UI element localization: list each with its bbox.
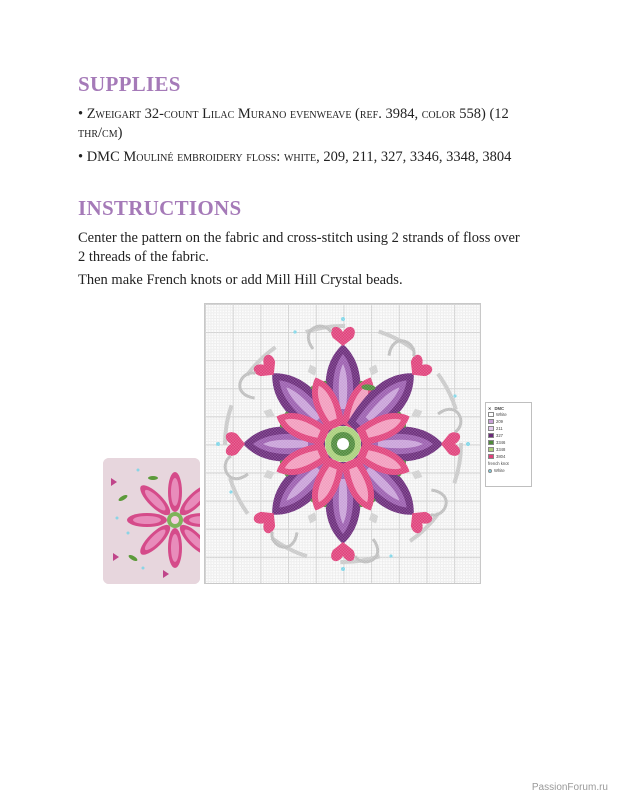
watermark: PassionForum.ru	[531, 782, 608, 793]
supplies-floss-line: • DMC Mouliné embroidery floss: white, 209, 211, 327, 3346, 3348, 3804	[78, 149, 512, 165]
swatch-icon	[488, 447, 494, 452]
bead-icon	[488, 469, 492, 473]
instructions-heading: INSTRUCTIONS	[78, 196, 242, 220]
photo-motif	[103, 458, 200, 584]
legend-row: 211	[488, 425, 529, 432]
legend-header-label: DMC	[494, 405, 505, 411]
legend-row: 3346	[488, 439, 529, 446]
legend-x-icon: ✕	[488, 405, 492, 411]
swatch-icon	[488, 433, 494, 438]
legend-row: White	[488, 411, 529, 418]
supplies-fabric-line: • Zweigart 32-count Lilac Murano evenweave (ref. 3984, color 558) (12	[78, 106, 509, 122]
legend-row: White	[488, 467, 529, 474]
legend-row: 209	[488, 418, 529, 425]
legend-row: 3804	[488, 453, 529, 460]
legend-row: 327	[488, 432, 529, 439]
instructions-paragraph-1b: 2 threads of the fabric.	[78, 249, 209, 265]
supplies-heading: SUPPLIES	[78, 72, 181, 96]
chart-mandala	[205, 304, 481, 584]
legend-row: french knot	[488, 461, 509, 466]
swatch-icon	[488, 454, 494, 459]
finished-embroidery-photo	[103, 458, 200, 584]
swatch-icon	[488, 426, 494, 431]
instructions-paragraph-2: Then make French knots or add Mill Hill Crystal beads.	[78, 272, 403, 288]
cross-stitch-chart	[204, 303, 481, 584]
swatch-icon	[488, 412, 494, 417]
supplies-fabric-line-cont: thr/cm)	[78, 125, 123, 141]
swatch-icon	[488, 419, 494, 424]
color-legend	[485, 402, 532, 487]
swatch-icon	[488, 440, 494, 445]
legend-row: 3348	[488, 446, 529, 453]
instructions-paragraph-1a: Center the pattern on the fabric and cross-stitch using 2 strands of floss over	[78, 230, 520, 246]
